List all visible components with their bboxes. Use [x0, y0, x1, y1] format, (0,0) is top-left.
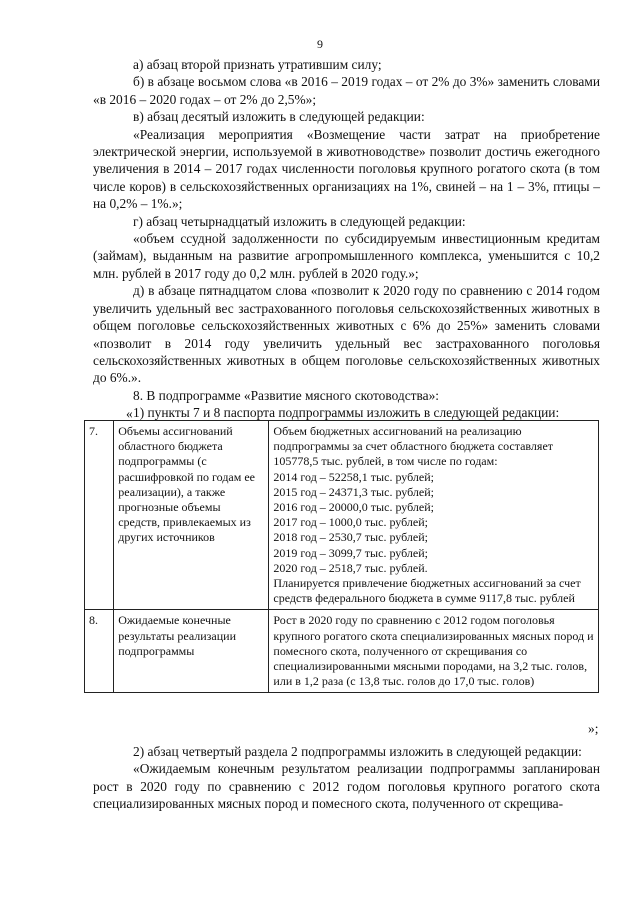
row-name: Объемы ассигнований областного бюджета подпрограммы (с расшифровкой по годам ее реализации), а также прогнозные объемы средств, привлекаемых из других источников [114, 421, 269, 610]
table-row [85, 421, 599, 610]
paragraph-b: б) в абзаце восьмом слова «в 2016 – 2019 годах – от 2% до 3%» заменить словами «в 2016 – 2020 годах – от 2% до 2,5%»; [93, 74, 600, 107]
value-line: 2018 год – 2530,7 тыс. рублей; [273, 530, 428, 545]
value-line: 2019 год – 3099,7 тыс. рублей; [273, 545, 428, 560]
page-number: 9 [317, 37, 323, 51]
paragraph-g: г) абзац четырнадцатый изложить в следующей редакции: [133, 213, 466, 229]
paragraph-a: а) абзац второй признать утратившим силу; [133, 57, 382, 72]
paragraph-v-quote: «Реализация мероприятия «Возмещение части затрат на приобретение электрической энергии, используемой в животноводстве» позволит достичь ежегодного увеличения в 2014 – 2017 годах численности поголовья крупного рогатого скота (в том числе коров) в сельскохозяйственных организациях на 1%, свиней – на 1 – 3%, птицы – на 0,2% – 1%.»; [93, 126, 600, 212]
row-number: 7. [85, 421, 114, 610]
value-line: 2014 год – 52258,1 тыс. рублей; [273, 469, 434, 484]
row-number: 8. [85, 610, 114, 693]
opening-quote: « [126, 406, 133, 421]
value-line: 2016 год – 20000,0 тыс. рублей; [273, 500, 434, 515]
item-1-intro: 1) пункты 7 и 8 паспорта подпрограммы изложить в следующей редакции: [133, 405, 560, 421]
value-line: 2017 год – 1000,0 тыс. рублей; [273, 515, 428, 530]
section-8-heading: 8. В подпрограмме «Развитие мясного скотоводства»: [133, 387, 440, 403]
row-value [269, 421, 599, 610]
amendments-top [93, 56, 600, 422]
paragraph-d: д) в абзаце пятнадцатом слова «позволит к 2020 году по сравнению с 2014 годом увеличить удельный вес застрахованного поголовья сельскохозяйственных животных в общем поголовье сельскохозяйственных животных с 6% до 25%» заменить словами «позволит в 2014 году увеличить удельный вес застрахованного поголовья сельскохозяйственных животных в общем поголовье сельскохозяйственных животных до 6%.». [93, 283, 600, 386]
row-value [269, 610, 599, 693]
value-line: Планируется привлечение бюджетных ассигнований за счет средств федерального бюджета в сумме 9117,8 тыс. рублей [273, 576, 581, 606]
value-line: Объем бюджетных ассигнований на реализацию подпрограммы за счет областного бюджета составляет 105778,5 тыс. рублей, в том числе по годам: [273, 424, 554, 469]
value-line: Рост в 2020 году по сравнению с 2012 годом поголовья крупного рогатого скота специализированных мясных пород и помесного скота, полученного от скрещивания со специализированными мясными породами, на 3,2 тыс. голов, или в 1,2 раза (с 13,8 тыс. голов до 17,0 тыс. голов) [273, 613, 594, 689]
amendments-bottom [93, 743, 600, 813]
item-2-intro: 2) абзац четвертый раздела 2 подпрограммы изложить в следующей редакции: [133, 744, 582, 759]
paragraph-g-quote: «объем ссудной задолженности по субсидируемым инвестиционным кредитам (займам), выданным на развитие агропромышленного комплекса, уменьшится с 10,2 млн. рублей в 2017 году до 0,2 млн. рублей в 2020 году.»; [93, 231, 600, 281]
paragraph-v: в) абзац десятый изложить в следующей редакции: [133, 109, 425, 125]
value-line: 2020 год – 2518,7 тыс. рублей. [273, 560, 428, 575]
row-name: Ожидаемые конечные результаты реализации подпрограммы [114, 610, 269, 693]
table-row [85, 610, 599, 693]
closing-quote: »; [588, 721, 599, 736]
item-2-quote: «Ожидаемым конечным результатом реализации подпрограммы запланирован рост в 2020 году по сравнению с 2012 годом поголовья крупного рогатого скота специализированных мясных пород и помесного скота, полученного от скрещива- [93, 761, 600, 812]
passport-table [84, 420, 599, 693]
value-line: 2015 год – 24371,3 тыс. рублей; [273, 484, 434, 499]
